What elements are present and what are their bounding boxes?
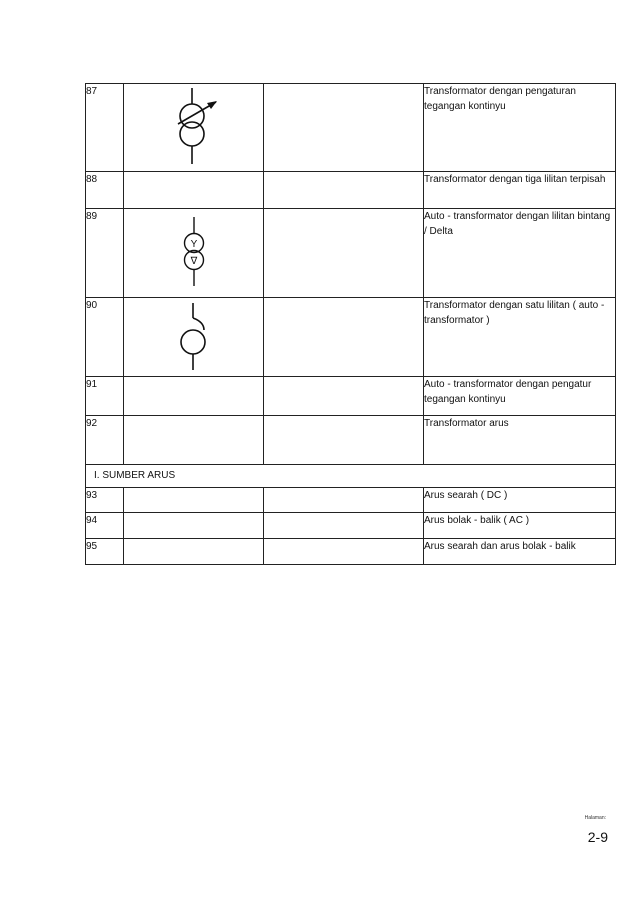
row-number: 89 — [86, 209, 124, 298]
table-row — [86, 377, 616, 416]
symbol-cell — [124, 513, 264, 539]
autotransformer-symbol — [124, 298, 264, 377]
delta-label: ∇ — [190, 256, 198, 267]
table-row — [86, 488, 616, 513]
symbol-description: Arus bolak - balik ( AC ) — [424, 513, 616, 539]
symbol-cell-alt — [264, 377, 424, 416]
symbol-cell — [124, 488, 264, 513]
symbol-cell-alt — [264, 513, 424, 539]
row-number: 95 — [86, 539, 124, 565]
row-number: 91 — [86, 377, 124, 416]
symbol-cell-alt — [264, 416, 424, 465]
row-number: 88 — [86, 172, 124, 209]
table-row — [86, 416, 616, 465]
page-number: 2-9 — [587, 829, 608, 845]
row-number: 90 — [86, 298, 124, 377]
symbol-cell — [124, 539, 264, 565]
star-delta-autotransformer-symbol — [124, 209, 264, 298]
symbol-cell-alt — [264, 539, 424, 565]
symbol-cell — [124, 172, 264, 209]
symbol-description: Auto - transformator dengan lilitan bintang / Delta — [424, 209, 616, 298]
table-row — [86, 513, 616, 539]
symbol-description: Transformator arus — [424, 416, 616, 465]
symbol-description: Transformator dengan pengaturan tegangan kontinyu — [424, 84, 616, 172]
symbol-description: Arus searah ( DC ) — [424, 488, 616, 513]
symbol-cell — [124, 209, 264, 298]
symbol-cell — [124, 416, 264, 465]
table-row — [86, 539, 616, 565]
table-row — [86, 298, 616, 377]
page-label: Halaman: — [584, 815, 606, 821]
row-number: 92 — [86, 416, 124, 465]
symbol-cell — [124, 377, 264, 416]
symbol-cell — [124, 298, 264, 377]
symbol-description: Arus searah dan arus bolak - balik — [424, 539, 616, 565]
symbol-table — [85, 83, 616, 565]
table-row — [86, 172, 616, 209]
symbol-cell-alt — [264, 488, 424, 513]
star-label: Y — [190, 239, 198, 250]
symbol-description: Transformator dengan tiga lilitan terpisah — [424, 172, 616, 209]
row-number: 93 — [86, 488, 124, 513]
symbol-cell-alt — [264, 84, 424, 172]
symbol-cell — [124, 84, 264, 172]
row-number: 87 — [86, 84, 124, 172]
section-header-row — [86, 465, 616, 488]
symbol-cell-alt — [264, 298, 424, 377]
variable-transformer-symbol — [124, 84, 264, 172]
symbol-cell-alt — [264, 209, 424, 298]
table-row — [86, 209, 616, 298]
row-number: 94 — [86, 513, 124, 539]
symbol-description: Auto - transformator dengan pengatur tegangan kontinyu — [424, 377, 616, 416]
symbol-description: Transformator dengan satu lilitan ( auto - transformator ) — [424, 298, 616, 377]
table-row — [86, 84, 616, 172]
symbol-cell-alt — [264, 172, 424, 209]
section-title: I. SUMBER ARUS — [86, 465, 616, 488]
